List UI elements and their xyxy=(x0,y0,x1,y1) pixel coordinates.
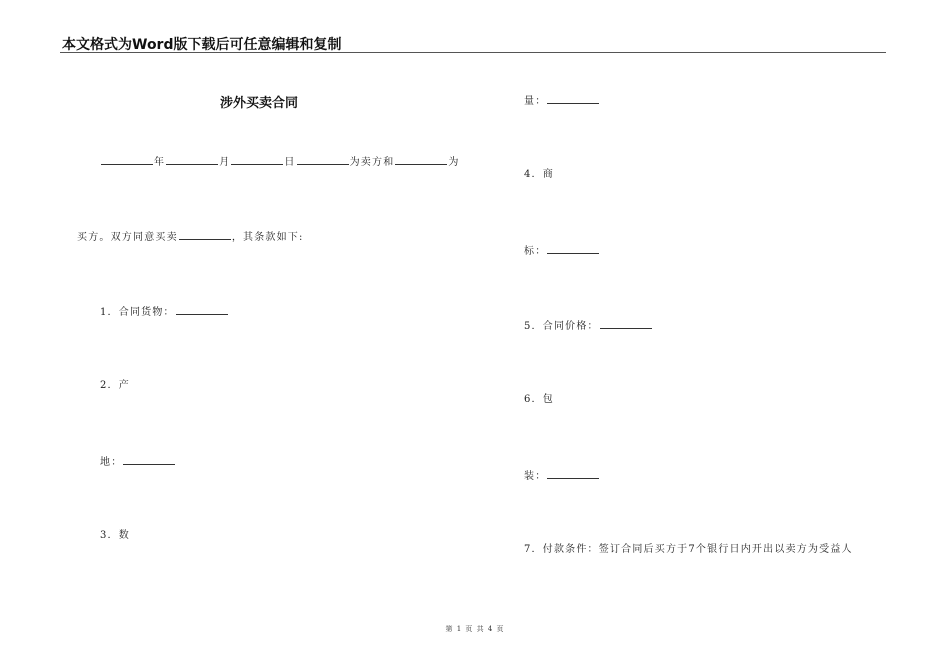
blank-field[interactable] xyxy=(297,154,349,165)
buyer-suffix: ，其条款如下: xyxy=(231,232,304,243)
blank-field[interactable] xyxy=(600,318,652,329)
item-quantity-start: 3．数 xyxy=(100,530,130,541)
blank-field[interactable] xyxy=(123,454,175,465)
item-label: 1．合同货物： xyxy=(100,307,175,318)
year-label: 年 xyxy=(154,157,166,168)
blank-field[interactable] xyxy=(176,304,228,315)
day-label: 日 xyxy=(284,157,296,168)
blank-field[interactable] xyxy=(231,154,283,165)
item-packing-start: 6．包 xyxy=(524,394,554,405)
item-label: 标： xyxy=(524,246,547,257)
document-title: 涉外买卖合同 xyxy=(220,96,299,111)
as-label: 为 xyxy=(448,157,460,168)
item-contract-price xyxy=(524,318,653,334)
item-label: 5．合同价格： xyxy=(524,321,599,332)
header-divider xyxy=(60,52,886,53)
buyer-line xyxy=(77,229,304,245)
item-packing-end xyxy=(524,468,600,484)
header-title: 本文格式为Word版下载后可任意编辑和复制 xyxy=(62,37,342,53)
intro-line xyxy=(100,154,460,170)
month-label: 月 xyxy=(219,157,231,168)
seller-label: 为卖方和 xyxy=(349,157,395,168)
item-trademark-start: 4．商 xyxy=(524,169,554,180)
blank-field[interactable] xyxy=(547,468,599,479)
item-trademark-end xyxy=(524,243,600,259)
item-origin-end xyxy=(100,454,176,470)
blank-field[interactable] xyxy=(547,93,599,104)
item-label: 量： xyxy=(524,96,547,107)
item-contract-goods xyxy=(100,304,229,320)
blank-field[interactable] xyxy=(395,154,447,165)
blank-field[interactable] xyxy=(101,154,153,165)
blank-field[interactable] xyxy=(166,154,218,165)
item-label: 地： xyxy=(100,457,123,468)
item-origin-start: 2．产 xyxy=(100,380,130,391)
blank-field[interactable] xyxy=(547,243,599,254)
item-payment-terms: 7．付款条件：签订合同后买方于7个银行日内开出以卖方为受益人 xyxy=(524,544,853,555)
blank-field[interactable] xyxy=(179,229,231,240)
page-footer: 第 1 页 共 4 页 xyxy=(445,625,505,633)
buyer-prefix: 买方。双方同意买卖 xyxy=(77,232,178,243)
item-label: 装： xyxy=(524,471,547,482)
item-quantity-end xyxy=(524,93,600,109)
